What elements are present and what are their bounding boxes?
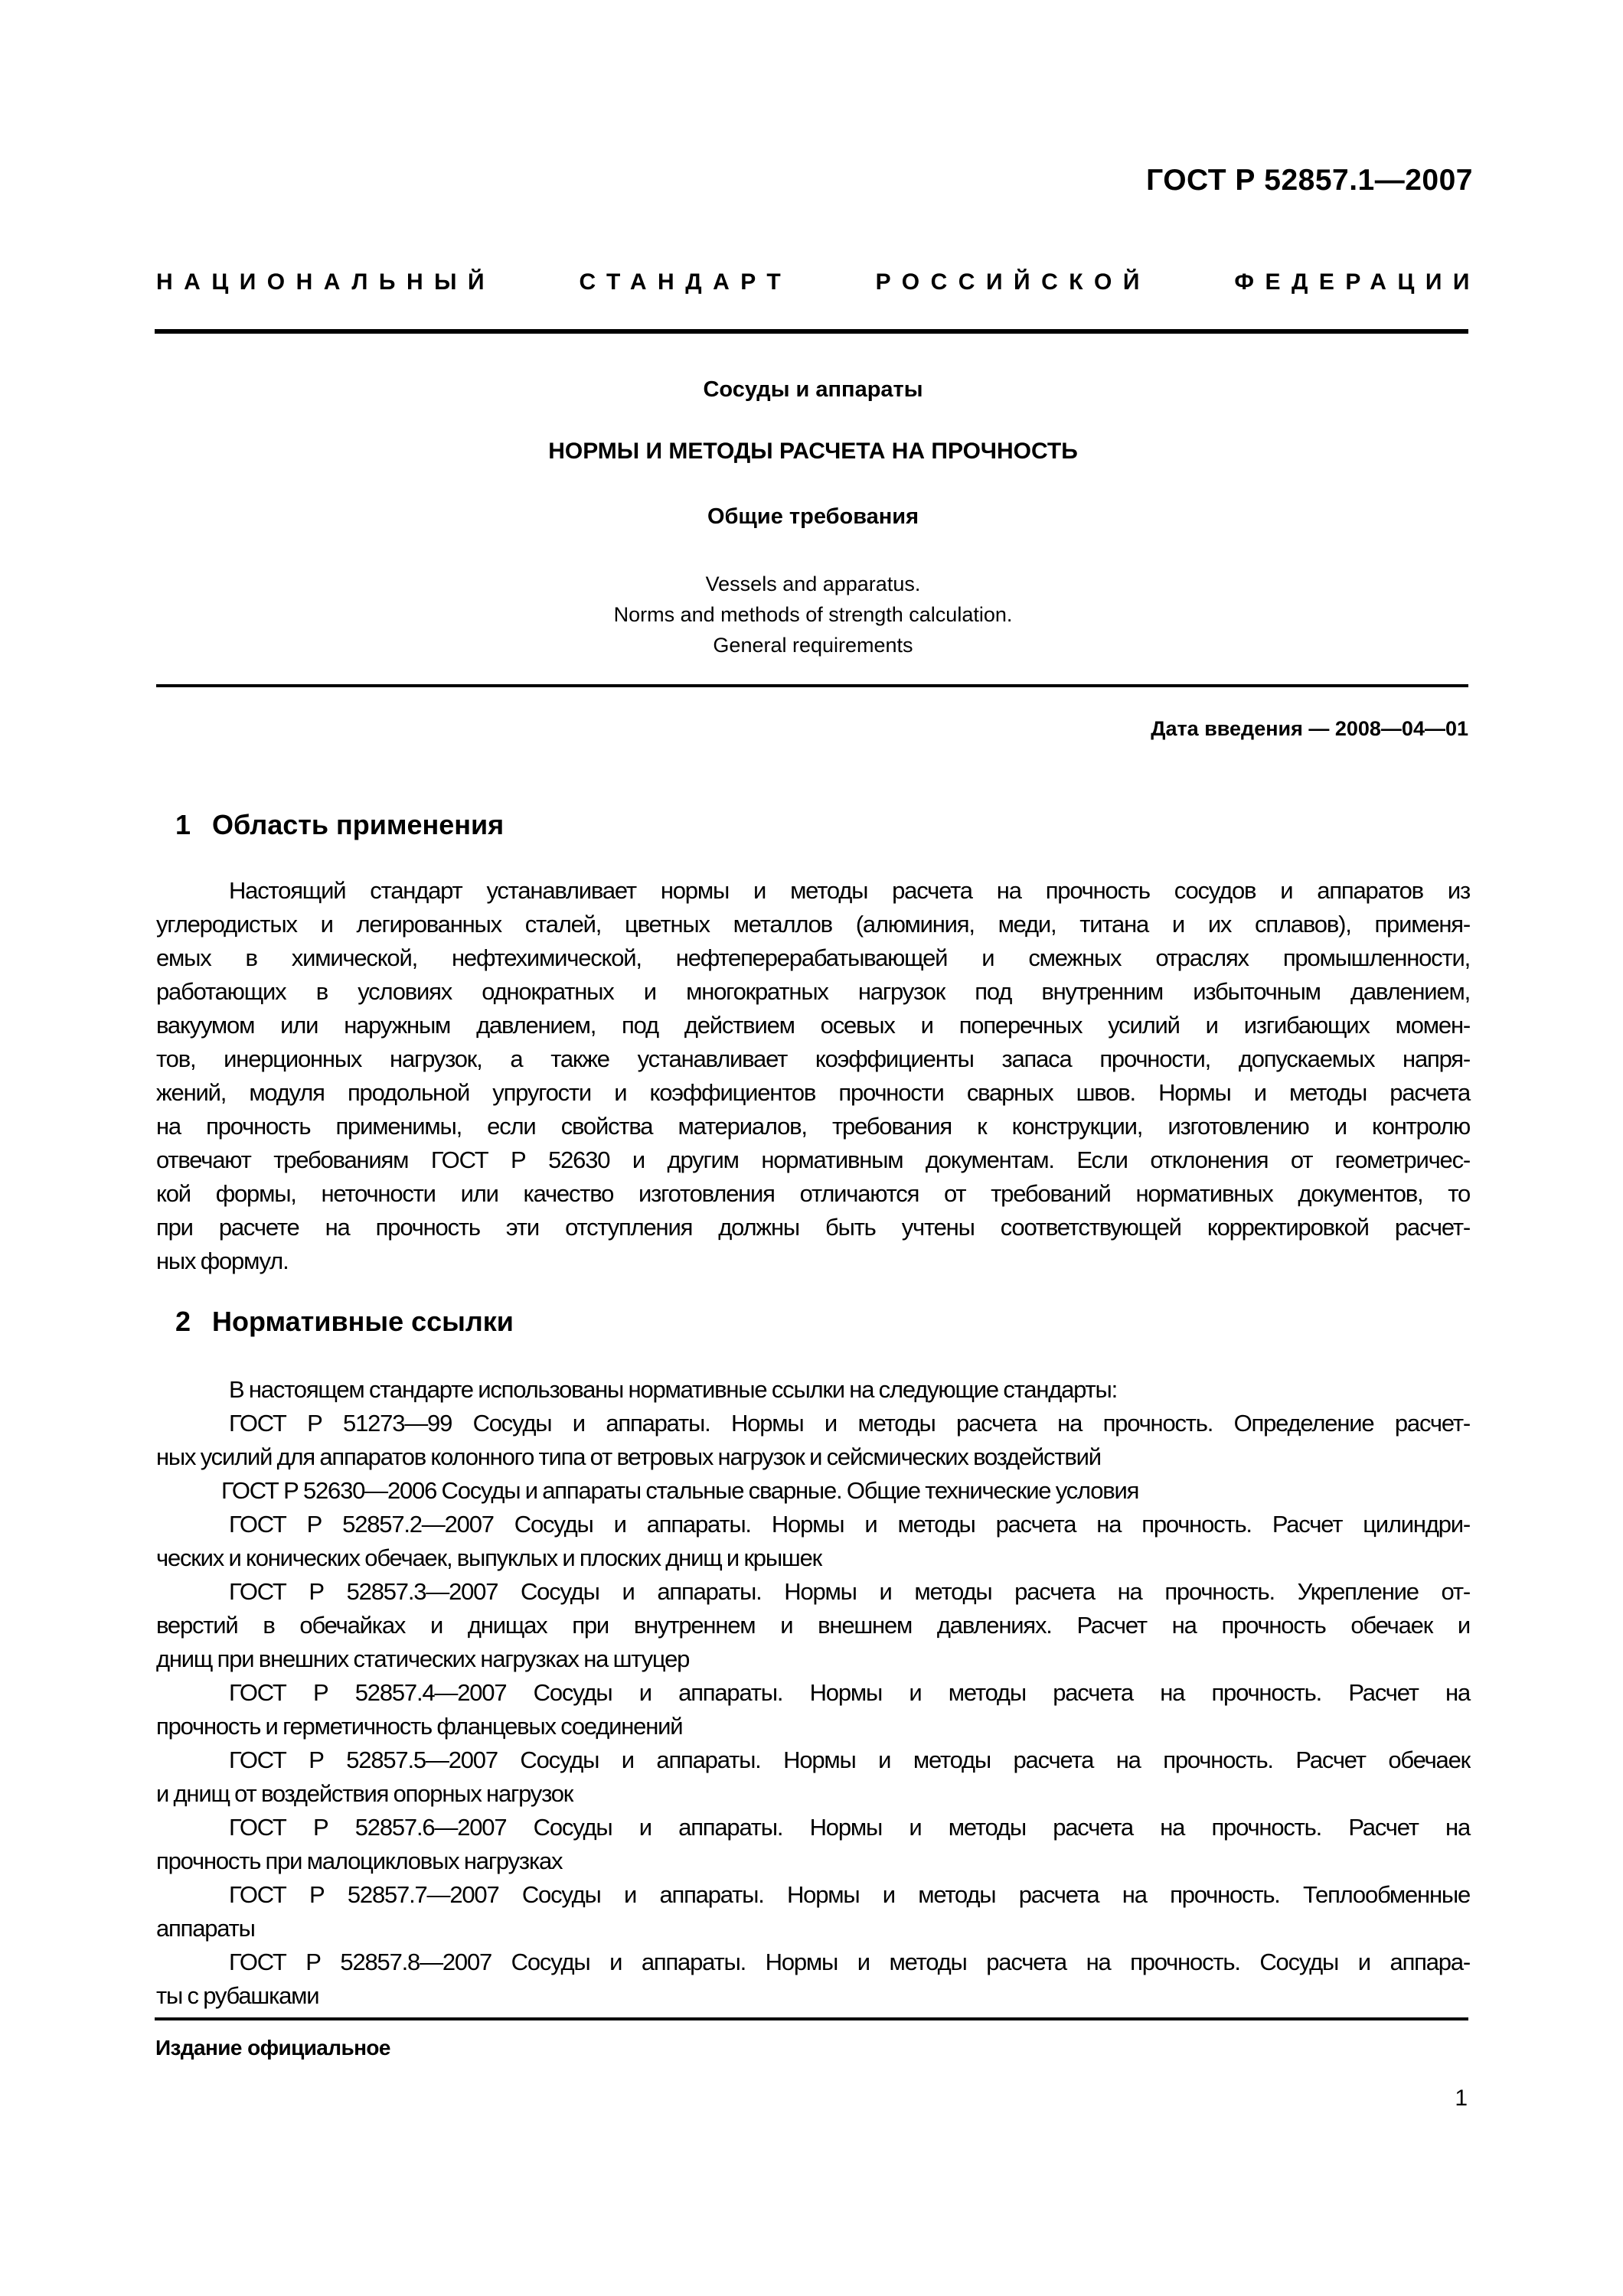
section-number: 1: [175, 809, 191, 840]
text-line: при расчете на прочность эти отступления должны быть учтены соответствующей корректировкой расчет-: [156, 1214, 1470, 1241]
section-heading-scope: [175, 809, 504, 841]
banner-word: СТАНДАРТ: [579, 269, 792, 295]
reference-line: ГОСТ Р 52857.2—2007 Сосуды и аппараты. Нормы и методы расчета на прочность. Расчет цилиндри-: [229, 1511, 1470, 1538]
title-english-line: Norms and methods of strength calculation.: [613, 603, 1013, 626]
reference-line: прочность и герметичность фланцевых соединений: [156, 1713, 683, 1740]
reference-line: ГОСТ Р 52857.6—2007 Сосуды и аппараты. Нормы и методы расчета на прочность. Расчет на: [229, 1814, 1470, 1841]
section-references-body: [156, 1373, 1470, 2013]
title-group: Сосуды и аппараты: [703, 377, 923, 402]
reference-line: ГОСТ Р 52857.4—2007 Сосуды и аппараты. Нормы и методы расчета на прочность. Расчет на: [229, 1679, 1470, 1706]
section-number: 2: [175, 1306, 191, 1337]
reference-line: ГОСТ Р 52857.5—2007 Сосуды и аппараты. Нормы и методы расчета на прочность. Расчет обечаек: [229, 1746, 1470, 1773]
text-line: ных формул.: [156, 1247, 289, 1274]
footer-divider: [155, 2017, 1468, 2020]
reference-line: ных усилий для аппаратов колонного типа от ветровых нагрузок и сейсмических воздействий: [156, 1443, 1101, 1470]
title-sub: Общие требования: [707, 504, 919, 529]
title-main: НОРМЫ И МЕТОДЫ РАСЧЕТА НА ПРОЧНОСТЬ: [548, 439, 1078, 464]
reference-line: аппараты: [156, 1915, 255, 1942]
text-line: кой формы, неточности или качество изготовления отличаются от требований нормативных документов, то: [156, 1180, 1470, 1207]
banner-word: ФЕДЕРАЦИИ: [1234, 269, 1481, 295]
official-edition-label: Издание официальное: [155, 2036, 390, 2060]
section-scope-body: [156, 874, 1470, 1278]
text-line: работающих в условиях однократных и многократных нагрузок под внутренним избыточным давлением,: [156, 978, 1470, 1005]
header-divider: [155, 329, 1468, 334]
reference-line: ты с рубашками: [156, 1982, 319, 2009]
text-line: Настоящий стандарт устанавливает нормы и методы расчета на прочность сосудов и аппаратов из: [229, 877, 1470, 904]
reference-line: прочность при малоцикловых нагрузках: [156, 1848, 563, 1874]
title-english-line: Vessels and apparatus.: [705, 572, 921, 595]
title-divider: [156, 684, 1468, 687]
section-heading-references: [175, 1306, 514, 1338]
page-number: 1: [1455, 2086, 1468, 2111]
text-line: на прочность применимы, если свойства материалов, требования к конструкции, изготовлению и контролю: [156, 1113, 1470, 1140]
reference-line: ГОСТ Р 51273—99 Сосуды и аппараты. Нормы и методы расчета на прочность. Определение расчет-: [229, 1410, 1470, 1437]
title-english: [156, 569, 1470, 660]
national-standard-banner: [156, 269, 1481, 295]
reference-line: ГОСТ Р 52857.8—2007 Сосуды и аппараты. Нормы и методы расчета на прочность. Сосуды и аппара-: [229, 1949, 1470, 1975]
document-code: ГОСТ Р 52857.1—2007: [1146, 164, 1473, 197]
text-line: емых в химической, нефтехимической, нефтеперерабатывающей и смежных отраслях промышленности,: [156, 944, 1470, 971]
text-line: тов, инерционных нагрузок, а также устанавливает коэффициенты запаса прочности, допускаемых напря-: [156, 1045, 1470, 1072]
reference-line: и днищ от воздействия опорных нагрузок: [156, 1780, 573, 1807]
text-line: В настоящем стандарте использованы нормативные ссылки на следующие стандарты:: [229, 1376, 1118, 1403]
text-line: жений, модуля продольной упругости и коэффициентов прочности сварных швов. Нормы и методы расчета: [156, 1079, 1470, 1106]
reference-line: ГОСТ Р 52630—2006 Сосуды и аппараты стальные сварные. Общие технические условия: [221, 1477, 1139, 1504]
section-title: Нормативные ссылки: [212, 1306, 514, 1337]
section-title: Область применения: [212, 809, 505, 840]
reference-line: ГОСТ Р 52857.7—2007 Сосуды и аппараты. Нормы и методы расчета на прочность. Теплообменные: [229, 1881, 1470, 1908]
reference-line: верстий в обечайках и днищах при внутреннем и внешнем давлениях. Расчет на прочность обечаек и: [156, 1612, 1470, 1639]
banner-word: РОССИЙСКОЙ: [875, 269, 1151, 295]
text-line: вакуумом или наружным давлением, под действием осевых и поперечных усилий и изгибающих момен-: [156, 1012, 1470, 1039]
reference-line: ческих и конических обечаек, выпуклых и плоских днищ и крышек: [156, 1544, 822, 1571]
reference-line: ГОСТ Р 52857.3—2007 Сосуды и аппараты. Нормы и методы расчета на прочность. Укрепление от-: [229, 1578, 1470, 1605]
text-line: углеродистых и легированных сталей, цветных металлов (алюминия, меди, титана и их сплавов), применя-: [156, 911, 1470, 938]
title-english-line: General requirements: [713, 634, 913, 657]
introduction-date: Дата введения — 2008—04—01: [1151, 717, 1468, 740]
banner-word: НАЦИОНАЛЬНЫЙ: [156, 269, 496, 295]
text-line: отвечают требованиям ГОСТ Р 52630 и другим нормативным документам. Если отклонения от геометричес-: [156, 1146, 1470, 1173]
reference-line: днищ при внешних статических нагрузках на штуцер: [156, 1645, 690, 1672]
